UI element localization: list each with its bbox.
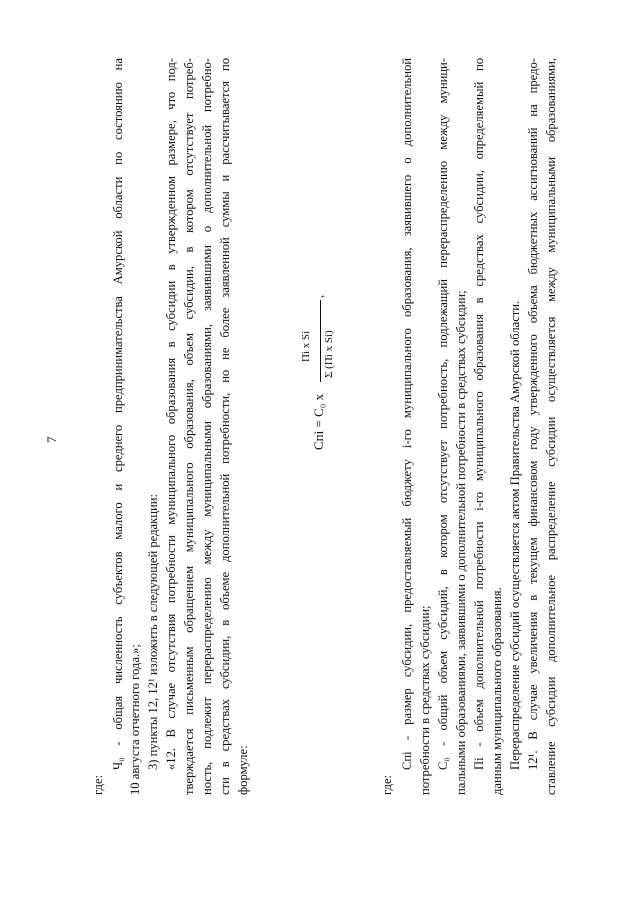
text-line: Перераспределение субсидий осуществляется актом Правительства Амурской области. xyxy=(508,300,522,770)
text-line: «12. В случае отсутствия потребности муниципального образования в субсидии в утвержденном размере, что под- xyxy=(164,58,178,770)
text-line: 12¹. В случае увеличения в текущем финансовом году утвержденного объема бюджетных ассигнований на предо- xyxy=(526,58,540,770)
text-line: Пi - объем дополнительной потребности i-го муниципального образования в средствах субсидии, определяемый по xyxy=(472,58,486,770)
text-line: формуле: xyxy=(236,745,250,795)
text-line: сти в средствах субсидии, в объеме дополнительной потребности, но не более заявленной суммы и рассчитывается по xyxy=(218,58,232,795)
text-line: ставление субсидии дополнительное распределение субсидии осуществляется между муниципальными образованиями, xyxy=(544,58,558,795)
text-line: где: xyxy=(91,774,105,795)
text-line: данным муниципального образования. xyxy=(490,587,504,795)
text-line: тверждается письменным обращением муниципального образования, объем субсидии, в котором отсутствует потреб- xyxy=(182,58,196,795)
text-line: пальными образованиями, заявившими о дополнительной потребности в средствах субсидии; xyxy=(454,290,468,795)
text-line: 3) пункты 12, 12¹ изложить в следующей редакции: xyxy=(146,494,160,770)
text-line: Ч₀ - общая численность субъектов малого и среднего предпринимательства Амурской области по состоянию на xyxy=(111,58,125,770)
text-line: C₀ - общий объем субсидий, в котором отсутствует потребность, подлежащий перераспределению между муници- xyxy=(436,58,450,770)
text-line: потребности в средствах субсидии; xyxy=(418,605,432,795)
formula-lhs: Cпi = C₀ x xyxy=(311,393,326,450)
page-number: 7 xyxy=(44,436,59,443)
text-line: Cпi - размер субсидии, предоставляемый бюджету i-го муниципального образования, заявившего о дополнительной xyxy=(400,58,414,770)
fraction-line xyxy=(320,300,321,382)
text-line: 10 августа отчетного года.»; xyxy=(128,644,142,795)
formula-denominator: Σ (Пi x Si) xyxy=(323,330,335,378)
formula-tail: , xyxy=(311,294,326,298)
formula-numerator: Пi x Si xyxy=(300,330,312,362)
text-line: где: xyxy=(380,774,394,795)
formula xyxy=(298,250,348,450)
text-line: ность, подлежит перераспределению между муниципальными образованиями, заявившими о дополнительной потребно- xyxy=(200,58,214,795)
